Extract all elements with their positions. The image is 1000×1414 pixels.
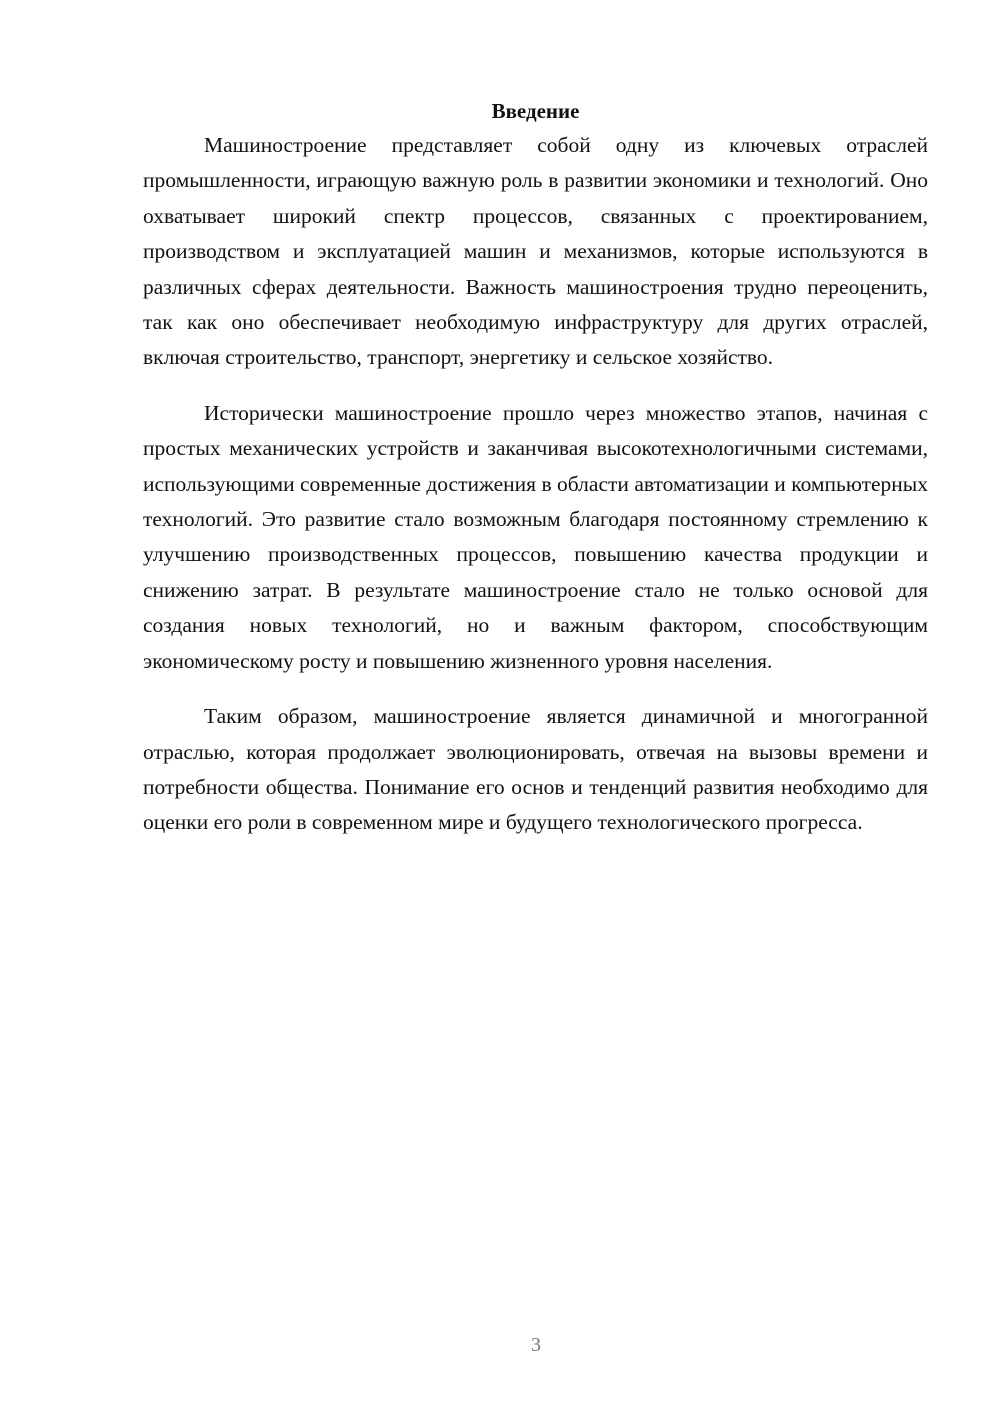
paragraph-3: Таким образом, машиностроение является динамичной и многогранной отраслью, которая продолжает эволюционировать, отвечая на вызовы времени и потребности общества. Понимание его основ и тенденций развития необходимо для оценки его роли в современном мире и будущего технологического прогресса. [143,704,928,835]
page-content [143,96,928,861]
page-number: 3 [531,1334,541,1356]
paragraph-2: Исторически машиностроение прошло через множество этапов, начиная с простых механических устройств и заканчивая высокотехнологичными системами, использующими современные достижения в области автоматизации и компьютерных технологий. Это развитие стало возможным благодаря постоянному стремлению к улучшению производственных процессов, повышению качества продукции и снижению затрат. В результате машиностроение стало не только основой для создания новых технологий, но и важным фактором, способствующим экономическому росту и повышению жизненного уровня населения. [143,400,928,673]
section-title: Введение [491,99,580,123]
paragraph-1: Машиностроение представляет собой одну из ключевых отраслей промышленности, играющую важную роль в развитии экономики и технологий. Оно охватывает широкий спектр процессов, связанных с проектированием, производством и эксплуатацией машин и механизмов, которые используются в различных сферах деятельности. Важность машиностроения трудно переоценить, так как оно обеспечивает необходимую инфраструктуру для других отраслей, включая строительство, транспорт, энергетику и сельское хозяйство. [143,133,928,370]
